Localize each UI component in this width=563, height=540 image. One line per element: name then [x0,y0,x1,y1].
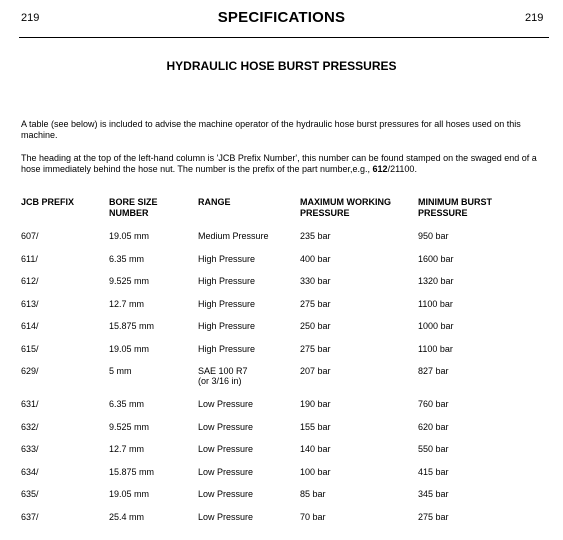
cell-bore-size [109,254,198,277]
prefix-paragraph-text: The heading at the top of the left-hand column is 'JCB Prefix Number', this number can be found stamped on the swaged end of a hose immediately behind the hose nut. The number is the prefix of the part number,e.g., [21,153,537,174]
cell-max-working-pressure-text: 140 bar [300,444,331,454]
table-row [21,299,538,322]
cell-jcb-prefix-text: 632/ [21,421,39,432]
cell-range-text: Low Pressure [198,421,254,432]
cell-max-working-pressure-text: 330 bar [300,276,331,286]
cell-range [198,299,300,322]
header-bore-size: BORE SIZE NUMBER [109,197,158,218]
cell-range [198,467,300,490]
cell-range [198,444,300,467]
cell-jcb-prefix [21,366,109,399]
cell-range-text: Low Pressure [198,444,254,454]
cell-jcb-prefix-text: 635/ [21,489,39,499]
cell-bore-size [109,299,198,322]
cell-max-working-pressure [300,399,418,422]
cell-min-burst-pressure [418,321,538,344]
cell-bore-size [109,321,198,344]
cell-bore-size-text: 15.875 mm [109,321,155,331]
burst-pressure-table [21,197,538,534]
prefix-paragraph [21,153,551,175]
cell-max-working-pressure-text: 155 bar [300,421,331,432]
cell-min-burst-pressure-text: 550 bar [418,444,449,454]
cell-range-subtext: (or 3/16 in) [198,376,242,386]
cell-range [198,422,300,445]
cell-jcb-prefix [21,276,109,299]
cell-jcb-prefix [21,399,109,422]
cell-min-burst-pressure [418,231,538,254]
cell-bore-size [109,276,198,299]
cell-jcb-prefix [21,254,109,277]
cell-min-burst-pressure [418,467,538,490]
cell-bore-size [109,512,198,535]
cell-bore-size [109,366,198,399]
cell-min-burst-pressure-text: 1000 bar [418,321,454,331]
cell-min-burst-pressure [418,344,538,367]
cell-min-burst-pressure-text: 345 bar [418,489,449,499]
cell-jcb-prefix-text: 631/ [21,399,39,409]
cell-max-working-pressure-text: 275 bar [300,298,331,309]
cell-max-working-pressure [300,366,418,399]
header-min-burst-pressure: MINIMUM BURST PRESSURE [418,197,492,218]
cell-jcb-prefix [21,444,109,467]
header-max-working-pressure: MAXIMUM WORKING PRESSURE [300,197,391,218]
cell-range [198,366,300,399]
table-row [21,422,538,445]
cell-bore-size-text: 12.7 mm [109,444,145,454]
cell-min-burst-pressure-text: 1100 bar [418,343,453,354]
cell-bore-size-text: 19.05 mm [109,231,150,241]
cell-max-working-pressure-text: 190 bar [300,399,331,409]
cell-max-working-pressure-text: 275 bar [300,343,331,354]
cell-max-working-pressure-text: 100 bar [300,466,331,477]
cell-min-burst-pressure [418,444,538,467]
cell-min-burst-pressure [418,276,538,299]
cell-jcb-prefix-text: 637/ [21,511,39,522]
cell-range [198,344,300,367]
cell-jcb-prefix-text: 629/ [21,366,39,376]
cell-max-working-pressure-text: 70 bar [300,511,326,522]
cell-range-text: High Pressure [198,321,256,331]
cell-bore-size-text: 6.35 mm [109,253,145,264]
cell-min-burst-pressure-text: 760 bar [418,399,449,409]
cell-jcb-prefix-text: 611/ [21,253,38,264]
cell-jcb-prefix-text: 613/ [21,298,39,309]
cell-min-burst-pressure-text: 415 bar [418,466,449,477]
cell-jcb-prefix [21,231,109,254]
cell-jcb-prefix-text: 612/ [21,276,39,286]
table-row [21,366,538,399]
cell-jcb-prefix [21,512,109,535]
cell-max-working-pressure [300,321,418,344]
cell-max-working-pressure [300,231,418,254]
prefix-paragraph-end: /21100. [387,164,417,174]
cell-min-burst-pressure [418,512,538,535]
table-row [21,444,538,467]
cell-min-burst-pressure-text: 827 bar [418,366,449,376]
cell-bore-size-text: 9.525 mm [109,421,150,432]
cell-range [198,254,300,277]
cell-bore-size-text: 19.05 mm [109,489,150,499]
cell-max-working-pressure [300,344,418,367]
cell-jcb-prefix [21,489,109,512]
cell-max-working-pressure [300,254,418,277]
cell-bore-size [109,422,198,445]
section-title: HYDRAULIC HOSE BURST PRESSURES [166,59,397,73]
table-row [21,399,538,422]
intro-paragraph: A table (see below) is included to advise the machine operator of the hydraulic hose burst pressures for all hoses used on this machine. [21,119,521,140]
cell-bore-size [109,444,198,467]
cell-range-text: High Pressure [198,298,256,309]
cell-bore-size [109,344,198,367]
cell-max-working-pressure [300,512,418,535]
cell-range-text: High Pressure [198,253,256,264]
cell-min-burst-pressure-text: 950 bar [418,231,449,241]
cell-max-working-pressure [300,276,418,299]
cell-min-burst-pressure [418,399,538,422]
cell-min-burst-pressure-text: 275 bar [418,511,449,522]
cell-max-working-pressure-text: 207 bar [300,366,331,376]
cell-jcb-prefix [21,321,109,344]
cell-range [198,489,300,512]
cell-max-working-pressure [300,489,418,512]
cell-max-working-pressure-text: 400 bar [300,253,331,264]
cell-min-burst-pressure [418,299,538,322]
cell-range-text: SAE 100 R7 [198,366,248,376]
header-jcb-prefix: JCB PREFIX [21,197,75,207]
cell-max-working-pressure [300,299,418,322]
table-row [21,467,538,490]
table-row [21,321,538,344]
cell-bore-size [109,467,198,490]
cell-range [198,399,300,422]
cell-max-working-pressure-text: 235 bar [300,231,331,241]
cell-bore-size-text: 19.05 mm [109,343,150,354]
cell-jcb-prefix-text: 607/ [21,231,39,241]
page-number-right: 219 [525,12,544,24]
cell-jcb-prefix-text: 614/ [21,321,39,331]
cell-max-working-pressure [300,422,418,445]
table-row [21,512,538,535]
cell-bore-size-text: 6.35 mm [109,399,145,409]
cell-min-burst-pressure [418,254,538,277]
cell-jcb-prefix [21,422,109,445]
table-row [21,276,538,299]
cell-range-text: High Pressure [198,276,256,286]
table-body [21,231,538,534]
table-row [21,231,538,254]
cell-bore-size [109,489,198,512]
cell-bore-size-text: 12.7 mm [109,298,145,309]
page-number-left: 219 [21,12,40,24]
page-title: SPECIFICATIONS [217,9,346,26]
cell-range-text: Medium Pressure [198,231,269,241]
cell-max-working-pressure-text: 250 bar [300,321,331,331]
cell-max-working-pressure [300,444,418,467]
table-row [21,254,538,277]
cell-min-burst-pressure [418,366,538,399]
cell-range [198,321,300,344]
cell-min-burst-pressure-text: 620 bar [418,421,449,432]
cell-bore-size [109,231,198,254]
cell-range [198,276,300,299]
cell-min-burst-pressure-text: 1320 bar [418,276,454,286]
cell-max-working-pressure-text: 85 bar [300,489,326,499]
cell-min-burst-pressure-text: 1600 bar [418,253,454,264]
cell-bore-size-text: 15.875 mm [109,466,155,477]
cell-range-text: Low Pressure [198,489,254,499]
cell-min-burst-pressure-text: 1100 bar [418,298,453,309]
cell-jcb-prefix-text: 634/ [21,466,39,477]
cell-jcb-prefix [21,299,109,322]
cell-jcb-prefix-text: 615/ [21,343,39,354]
cell-range-text: High Pressure [198,343,256,354]
cell-jcb-prefix [21,467,109,490]
cell-bore-size-text: 25.4 mm [109,511,145,522]
cell-bore-size [109,399,198,422]
table-row [21,489,538,512]
cell-bore-size-text: 5 mm [109,366,132,376]
cell-min-burst-pressure [418,422,538,445]
cell-range [198,512,300,535]
cell-jcb-prefix [21,344,109,367]
table-row [21,344,538,367]
cell-bore-size-text: 9.525 mm [109,276,150,286]
cell-range-text: Low Pressure [198,466,254,477]
cell-range [198,231,300,254]
cell-max-working-pressure [300,467,418,490]
header-divider [19,37,549,38]
prefix-example-bold: 612 [372,164,388,174]
cell-range-text: Low Pressure [198,399,254,409]
cell-min-burst-pressure [418,489,538,512]
header-range: RANGE [198,197,231,207]
cell-jcb-prefix-text: 633/ [21,444,39,454]
table-header-row [21,197,538,231]
cell-range-text: Low Pressure [198,511,254,522]
